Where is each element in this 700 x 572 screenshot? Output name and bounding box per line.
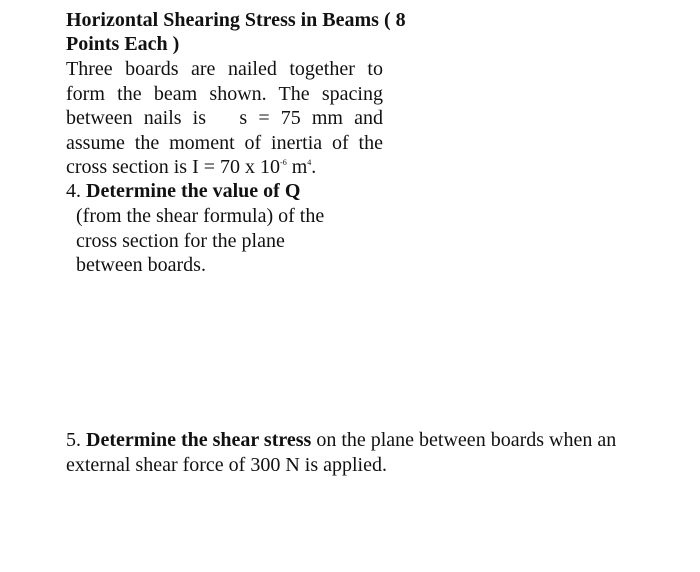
problem-statement-line-2: form the beam shown. The spacing bbox=[66, 82, 383, 105]
moment-of-inertia-period: . bbox=[311, 156, 317, 178]
question-4-heading bbox=[66, 179, 300, 204]
problem-title-line-1: Horizontal Shearing Stress in Beams ( 8 bbox=[66, 9, 406, 31]
question-4-line-2: cross section for the plane bbox=[76, 229, 285, 252]
question-5-line-2: external shear force of 300 N is applied. bbox=[66, 453, 387, 476]
question-5-title: Determine the shear stress bbox=[86, 429, 312, 451]
nail-spacing-label: between nails is bbox=[66, 107, 207, 129]
question-4-number: 4. bbox=[66, 180, 86, 202]
question-5-line-1-rest: on the plane between boards when an bbox=[311, 429, 617, 451]
nail-spacing-value: s = 75 mm and bbox=[239, 107, 384, 129]
problem-title-line-2: Points Each ) bbox=[66, 33, 180, 55]
problem-statement-line-4: assume the moment of inertia of the bbox=[66, 131, 383, 154]
question-4-line-3: between boards. bbox=[76, 254, 206, 276]
moment-of-inertia-exponent: -6 bbox=[280, 158, 287, 167]
problem-statement-line-1: Three boards are nailed together to bbox=[66, 58, 383, 80]
question-5-line-1 bbox=[66, 428, 666, 453]
problem-statement-line-5 bbox=[66, 155, 383, 180]
question-4-body bbox=[76, 204, 324, 278]
question-5 bbox=[66, 428, 666, 477]
question-4-title: Determine the value of Q bbox=[86, 180, 301, 202]
moment-of-inertia-label: cross section is I = 70 x 10 bbox=[66, 156, 281, 178]
question-5-number: 5. bbox=[66, 429, 86, 451]
problem-title bbox=[66, 8, 446, 56]
moment-of-inertia-unit: m bbox=[286, 156, 308, 178]
problem-statement bbox=[66, 57, 383, 180]
question-4-line-1: (from the shear formula) of the bbox=[76, 205, 325, 227]
moment-of-inertia-unit-exponent: 4 bbox=[307, 158, 312, 167]
problem-statement-line-3 bbox=[66, 106, 383, 131]
